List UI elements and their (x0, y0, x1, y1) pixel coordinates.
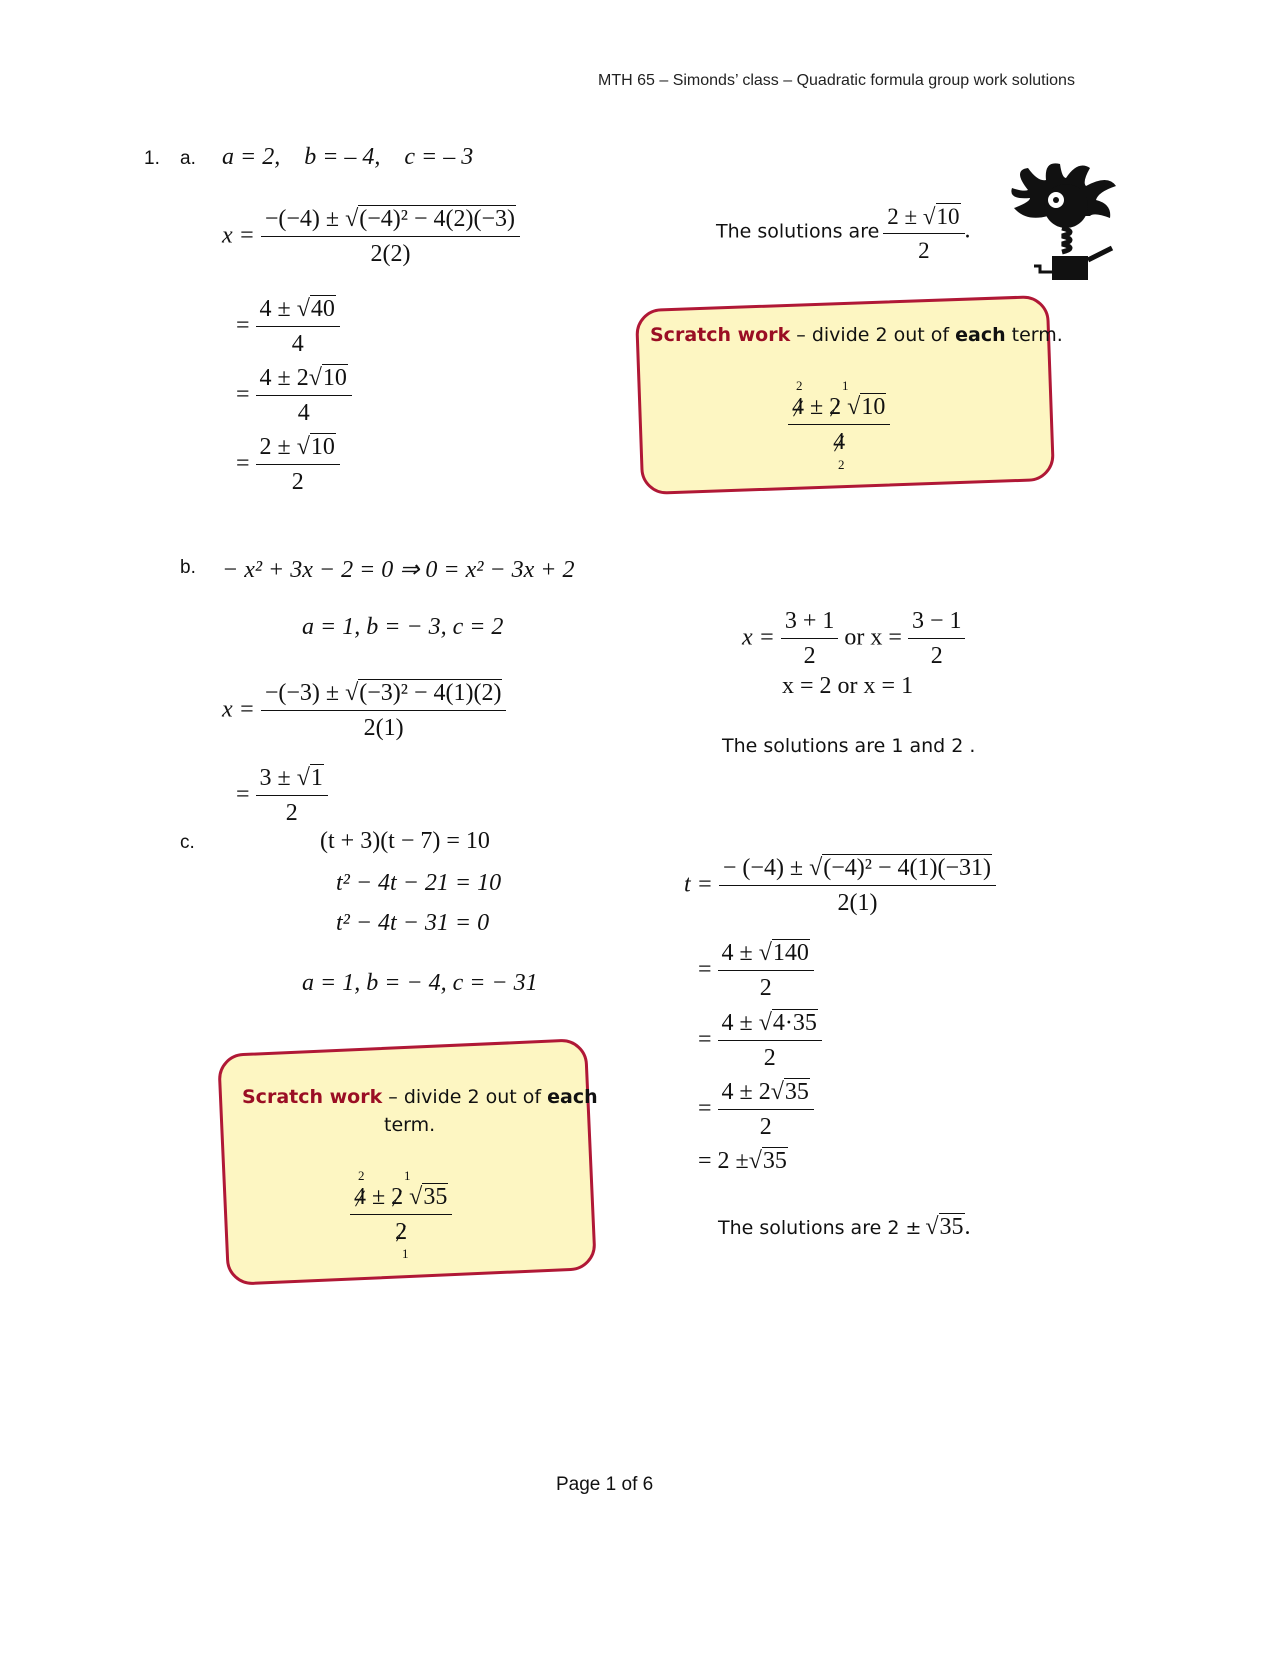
fraction: $\frac{4 \pm √40}{4}$ (256, 296, 340, 358)
part-a-step2: = $\frac{4 \pm √40}{4}$ (236, 296, 340, 358)
coeff-c: c = – 3 (404, 144, 474, 170)
part-b-result: x = 2 or x = 1 (782, 673, 914, 699)
part-b-label: b. (180, 557, 196, 578)
fraction: $\frac{\text{−(−4) ± √(−4)² − 4(2)(−3)}}{2(2)}$ (261, 206, 520, 268)
page-footer: Page 1 of 6 (556, 1474, 654, 1495)
part-c-solution: The solutions are 2 ± √35. (718, 1214, 971, 1240)
part-b-step1: x = $\frac{\text{−(−3) ± √(−3)² − 4(1)(2)}}{2(1)}$ (222, 680, 506, 742)
scratch-work-text-c-tail: term. (384, 1114, 436, 1136)
part-a-step1 (222, 206, 520, 268)
part-c-step5: = 2 ±√35 (698, 1148, 787, 1174)
scratch-c-den-small: 1 (402, 1246, 409, 1261)
part-c-line2: t² − 4t − 21 = 10 (336, 870, 502, 896)
fraction: $\frac{2 \pm √10}{2}$ (883, 204, 964, 264)
lhs-x: x = (222, 222, 255, 249)
part-a-coefficients (222, 144, 473, 171)
part-c-step1: t = $\frac{\text{− (−4) ± √(−4)² − 4(1)(−31)}}{2(1)}$ (684, 855, 996, 917)
part-b-solution: The solutions are 1 and 2 . (722, 735, 976, 757)
scratch-a-small-1: 1 (842, 378, 849, 393)
part-c-line3: t² − 4t − 31 = 0 (336, 910, 490, 936)
part-c-step4: = $\frac{4 \pm 2√35}{2}$ (698, 1079, 814, 1141)
part-c-coefficients: a = 1, b = − 4, c = − 31 (302, 970, 538, 996)
scratch-c-fraction: $\frac{4 \pm 2 √35}{2}$ (350, 1184, 452, 1246)
part-c-step3: = $\frac{4 \pm √4\cdot 35}{2}$ (698, 1010, 822, 1072)
part-b-step2: = $\frac{3 \pm √1}{2}$ (236, 765, 328, 827)
fraction: $\frac{4 \pm 2√10}{4}$ (256, 365, 352, 427)
jack-in-the-box-icon (1008, 160, 1120, 284)
part-c-step2: = $\frac{4 \pm √140}{2}$ (698, 940, 814, 1002)
scratch-c-small-1: 1 (404, 1168, 411, 1183)
part-a-solution: The solutions are $\frac{2 \pm √10}{2}$ . (716, 204, 971, 263)
part-b-alternatives: x = $\frac{3 + 1}{2}$ or x = $\frac{3 - 1}{2}$ (742, 608, 965, 670)
part-a-step4: = $\frac{2 \pm √10}{2}$ (236, 434, 340, 496)
part-c-line1: (t + 3)(t − 7) = 10 (320, 828, 490, 854)
scratch-a-small-2: 2 (796, 378, 803, 393)
part-c-label: c. (180, 832, 195, 853)
scratch-a-fraction: $\frac{4 \pm 2 √10}{4}$ (788, 394, 890, 456)
scratch-work-text-a: Scratch work – divide 2 out of each term. (650, 324, 1063, 346)
scratch-c-small-2: 2 (358, 1168, 365, 1183)
scratch-a-den-small: 2 (838, 457, 845, 472)
scratch-work-text-c: Scratch work – divide 2 out of each (242, 1086, 598, 1108)
part-b-equation: − x² + 3x − 2 = 0 ⇒ 0 = x² − 3x + 2 (222, 557, 575, 583)
part-a-label: a. (180, 148, 196, 169)
page-header: MTH 65 – Simonds’ class – Quadratic formula group work solutions (598, 72, 1075, 89)
problem-number: 1. (144, 148, 160, 169)
coeff-b: b = – 4, (304, 144, 381, 170)
part-a-step3: = $\frac{4 \pm 2√10}{4}$ (236, 365, 352, 427)
fraction: $\frac{2 \pm √10}{2}$ (256, 434, 340, 496)
coeff-a: a = 2, (222, 144, 281, 170)
part-b-coefficients: a = 1, b = − 3, c = 2 (302, 614, 504, 640)
